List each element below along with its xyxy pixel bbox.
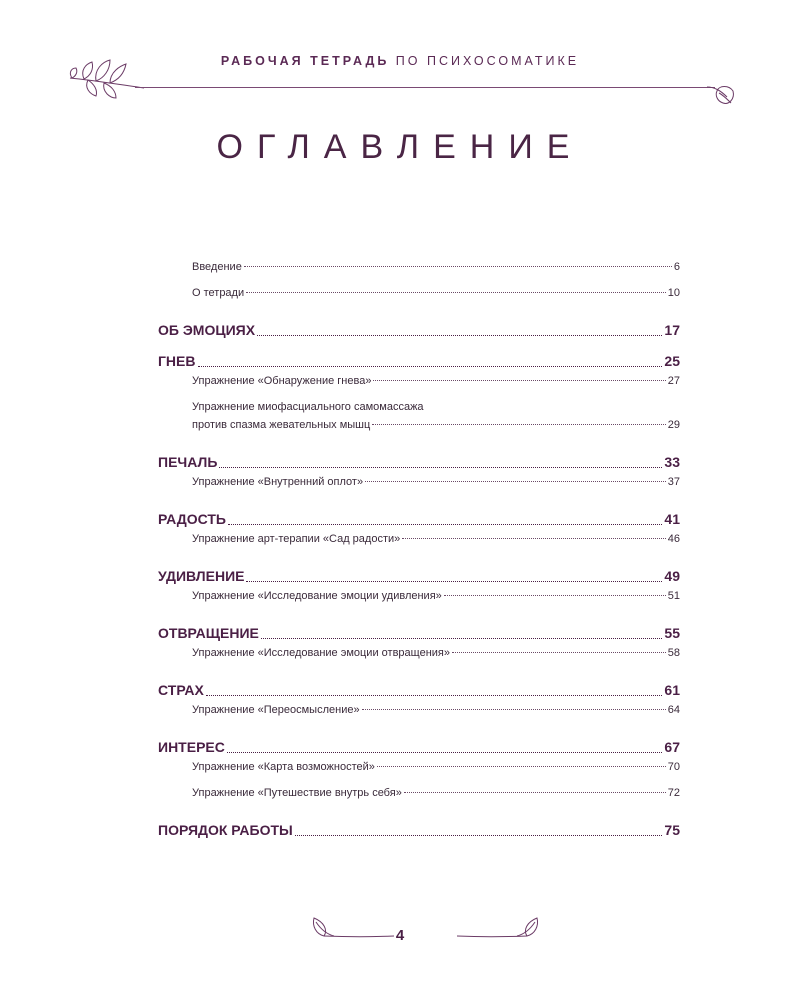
toc-section-label: УДИВЛЕНИЕ bbox=[158, 568, 245, 584]
leaf-icon bbox=[705, 83, 737, 107]
toc-entry-label-line2: против спазма жевательных мышц bbox=[192, 419, 371, 431]
dot-leader bbox=[362, 709, 666, 710]
toc-section-label: РАДОСТЬ bbox=[158, 511, 226, 527]
dot-leader bbox=[257, 335, 662, 336]
dot-leader bbox=[373, 380, 665, 381]
toc-section-label: ОТВРАЩЕНИЕ bbox=[158, 625, 259, 641]
toc-section-label: ОБ ЭМОЦИЯХ bbox=[158, 322, 256, 338]
toc-section-interest[interactable] bbox=[158, 727, 680, 758]
toc-section-label: ПЕЧАЛЬ bbox=[158, 454, 218, 470]
toc-section-page: 41 bbox=[664, 511, 680, 527]
toc-section-page: 49 bbox=[664, 568, 680, 584]
dot-leader bbox=[377, 766, 666, 767]
running-header bbox=[0, 54, 800, 68]
dot-leader bbox=[198, 366, 663, 367]
toc-section-page: 61 bbox=[664, 682, 680, 698]
dot-leader bbox=[206, 695, 663, 696]
dot-leader bbox=[402, 538, 666, 539]
toc-entry[interactable] bbox=[158, 758, 680, 784]
toc-entry[interactable] bbox=[158, 398, 680, 442]
toc-entry-label: Введение bbox=[192, 261, 242, 273]
toc-entry[interactable] bbox=[158, 701, 680, 727]
toc-entry-label: О тетради bbox=[192, 287, 245, 299]
toc-section-page: 25 bbox=[664, 353, 680, 369]
toc-section-label: ГНЕВ bbox=[158, 353, 196, 369]
toc-entry[interactable] bbox=[158, 644, 680, 670]
dot-leader bbox=[444, 595, 666, 596]
running-header-light: ПО ПСИХОСОМАТИКЕ bbox=[389, 54, 580, 68]
toc-entry-page: 37 bbox=[667, 476, 680, 488]
toc-section-page: 75 bbox=[664, 822, 680, 838]
toc-entry-label: Упражнение «Путешествие внутрь себя» bbox=[192, 787, 402, 799]
toc-entry-page: 70 bbox=[667, 761, 680, 773]
running-header-bold: РАБОЧАЯ ТЕТРАДЬ bbox=[220, 54, 390, 68]
dot-leader bbox=[246, 581, 662, 582]
dot-leader bbox=[261, 638, 663, 639]
dot-leader bbox=[228, 524, 662, 525]
toc-section-label: ПОРЯДОК РАБОТЫ bbox=[158, 822, 293, 838]
toc-entry-label: Упражнение «Обнаружение гнева» bbox=[192, 375, 372, 387]
toc-section-label: СТРАХ bbox=[158, 682, 204, 698]
dot-leader bbox=[246, 292, 666, 293]
toc-entry-page: 64 bbox=[667, 704, 680, 716]
toc-section-emotions[interactable] bbox=[158, 310, 680, 341]
toc-entry-label: Упражнение «Исследование эмоции отвращения» bbox=[192, 647, 450, 659]
leaf-icon bbox=[455, 912, 541, 942]
toc-entry-page: 10 bbox=[667, 287, 680, 299]
toc-entry[interactable] bbox=[158, 530, 680, 556]
toc-section-disgust[interactable] bbox=[158, 613, 680, 644]
toc-section-page: 17 bbox=[664, 322, 680, 338]
toc-section-joy[interactable] bbox=[158, 499, 680, 530]
toc-entry[interactable] bbox=[158, 473, 680, 499]
table-of-contents bbox=[158, 258, 680, 841]
dot-leader bbox=[452, 652, 666, 653]
toc-entry[interactable] bbox=[158, 587, 680, 613]
page-number: 4 bbox=[395, 927, 405, 944]
dot-leader bbox=[219, 467, 662, 468]
toc-section-page: 67 bbox=[664, 739, 680, 755]
toc-entry-label: Упражнение «Внутренний оплот» bbox=[192, 476, 364, 488]
toc-entry-page: 29 bbox=[667, 419, 680, 431]
toc-entry-page: 46 bbox=[667, 533, 680, 545]
dot-leader bbox=[244, 266, 672, 267]
dot-leader bbox=[365, 481, 666, 482]
dot-leader bbox=[227, 752, 663, 753]
toc-entry-label: Упражнение «Карта возможностей» bbox=[192, 761, 375, 773]
toc-entry-label-line1: Упражнение миофасциального самомассажа bbox=[192, 401, 424, 413]
toc-entry-page: 27 bbox=[667, 375, 680, 387]
toc-entry-page: 6 bbox=[673, 261, 680, 273]
toc-entry[interactable] bbox=[158, 784, 680, 810]
toc-entry-intro[interactable] bbox=[158, 258, 680, 284]
toc-entry-page: 72 bbox=[667, 787, 680, 799]
toc-section-surprise[interactable] bbox=[158, 556, 680, 587]
toc-entry-page: 51 bbox=[667, 590, 680, 602]
toc-section-anger[interactable] bbox=[158, 341, 680, 372]
header-rule bbox=[135, 87, 715, 88]
dot-leader bbox=[404, 792, 666, 793]
toc-section-label: ИНТЕРЕС bbox=[158, 739, 225, 755]
toc-section-page: 55 bbox=[664, 625, 680, 641]
toc-section-sadness[interactable] bbox=[158, 442, 680, 473]
toc-section-work-order[interactable] bbox=[158, 810, 680, 841]
toc-section-page: 33 bbox=[664, 454, 680, 470]
toc-entry[interactable] bbox=[158, 372, 680, 398]
toc-entry-about[interactable] bbox=[158, 284, 680, 310]
toc-entry-page: 58 bbox=[667, 647, 680, 659]
toc-entry-label: Упражнение «Исследование эмоции удивления» bbox=[192, 590, 442, 602]
dot-leader bbox=[295, 835, 663, 836]
toc-section-fear[interactable] bbox=[158, 670, 680, 701]
page-title: ОГЛАВЛЕНИЕ bbox=[216, 128, 584, 166]
toc-entry-label: Упражнение «Переосмысление» bbox=[192, 704, 360, 716]
toc-entry-label: Упражнение арт-терапии «Сад радости» bbox=[192, 533, 401, 545]
dot-leader bbox=[372, 424, 665, 425]
